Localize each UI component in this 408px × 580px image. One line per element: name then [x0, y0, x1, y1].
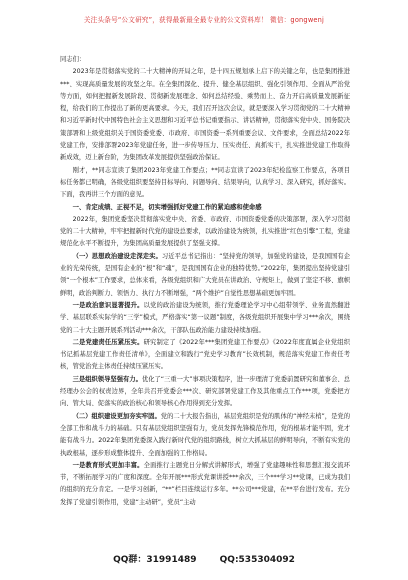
- point-3-heading: 三是组织领导坚强有力。: [72, 375, 142, 383]
- paragraph-4: （一）思想政治建设走深走实。习近平总书记指出：“坚持党的领导，加强党的建设，是我国国有企业的光荣传统，是国有企业的“根”和“魂”，是我国国有企业的独特优势。”2022年，集团提出坚持党建引领“一个根本”工作要求，总体来看，各级党组织和广大党员在讲政治、守规矩上，做到了坚定不移、旗帜鲜明，政治判断力、领悟力、执行力不断增强，“两个维护”自觉性思想基础更加牢固。: [60, 252, 351, 297]
- top-notice: 关注头条号“公文研究”，获得最新最全最专业的公文资料库！ 微信：gongwenj: [83, 16, 325, 24]
- paragraph-1: 2023年是贯彻落实党的二十大精神的开局之年，是十四五规划承上启下的关键之年，也是集团推进***、实现高质量发展的攻坚之年。在全集团深化、提升、健全基层组织、强化引领作用、全面从严治党等方面，如何把握新发展阶段、贯彻新发展理念、如何总结经验、乘势而上、奋力开启高质量发展新征程，给我们的工作提出了新的更高要求。今天，我们召开这次会议，就是要深入学习贯彻党的二十大精神和习近平新时代中国特色社会主义思想和习近平总书记重要指示、讲话精神，贯彻落实党中央、国务院决策部署和上级党组织关于国资委党委、市政府、市国资委一系列重要会议、文件要求，全面总结2022年党建工作，安排部署2023年党建任务，进一步传导压力、压实责任、真抓实干，扎实推进党建工作取得新成效，迈上新台阶，为集团改革发展提供坚强政治保证。: [60, 68, 350, 162]
- paragraph-3: 2022年，集团党委坚决贯彻落实党中央、省委、市政府、市国资委党委的决策部署，深入学习贯彻党的二十大精神，牢牢把握新时代党的建设总要求，以政治建设为统领，扎实推进“红色引擎”工程，党建规范化水平不断提升，为集团高质量发展提供了坚强支撑。: [60, 215, 350, 248]
- document-body: [60, 54, 350, 509]
- paragraph-6: 二是党建责任压紧压实。研究制定了《2022年***集团党建工作要点》《2022年度直属企业党组织书记抓基层党建工作责任清单》，全面建立和践行“党史学习教育”长效机制，规范落实党建工作责任考核，管党治党主体责任持续压紧压实。: [60, 338, 350, 371]
- paragraph-9: 一是教育形式更加丰富。全面推行主题党日分解式讲解形式，增强了党建趣味性和思想汇报交流环节，不断拓展学习的广度和深度。全年开展***形式党课讲授***余次，三个***学习**党课，已成为我们的组织的充分肯定。一是学习创新，“**”栏目连续运行多年。**公司***党建，在**平台进行发布。充分发挥了党建引领作用，党建“主动研”，党员“主动: [60, 461, 351, 506]
- point-education-heading: 一是教育形式更加丰富。: [72, 461, 144, 469]
- subheading-political: （一）思想政治建设走深走实。: [72, 252, 162, 260]
- greeting: 同志们：: [60, 56, 86, 63]
- paragraph-2: 刚才，**同志宣读了集团2023年党建工作要点；**同志宣读了2023年纪检监察工作要点，各项目标任务都已明确，各级党组织要坚持目标导向、问题导向、结果导向，认真学习、深入研究，抓好落实。下面，我再讲三个方面的意见。: [60, 166, 350, 199]
- qq-group-label: QQ群：31991489: [113, 555, 197, 565]
- section-heading: 一、肯定成绩、正视不足，切实增强抓好党建工作的紧迫感和使命感: [72, 203, 262, 211]
- qq-number-label: QQ:535304092: [219, 555, 295, 565]
- paragraph-7: 三是组织领导坚强有力。优化了“三重一大”事项决策程序，进一步理清了党委前置研究和董事会、总经理办公会的权责边界，全年共召开党委会***次、研究部署党建工作及其他重点工作***项，党委把方向、管大局、促落实的政治核心和领导核心作用得到充分发挥。: [60, 375, 350, 408]
- subheading-organization: （二）组织建设更加夯实牢固。: [72, 412, 161, 420]
- point-2-heading: 二是党建责任压紧压实。: [72, 338, 144, 346]
- paragraph-5: 一是政治意识显著提升。以党的政治建设为统领，推行党委理论学习中心组带领学、业务直然翻进学、基层联系实际学的“三学”模式，严格落实“第一议题”制度，各级党组织开展集中学习***余次，围绕党的二十大主题开展系列活动***余次，干部队伍政治能力建设持续加强。: [60, 301, 351, 334]
- paragraph-8: （二）组织建设更加夯实牢固。党的二十大报告指出，基层党组织是党的肌体的“神经末梢”，是党的全部工作和战斗力的基础。只有基层党组织坚强有力，党员发挥先锋模范作用，党的根基才能牢固，党才能有战斗力。2022年集团党委深入践行新时代党的组织路线，树立大抓基层的鲜明导向，不断有实党的执政根基，逐步形成整体提升、全面加强的工作格局。: [60, 412, 351, 457]
- point-1-heading: 一是政治意识显著提升。: [72, 301, 144, 309]
- footer-contact: [0, 552, 408, 565]
